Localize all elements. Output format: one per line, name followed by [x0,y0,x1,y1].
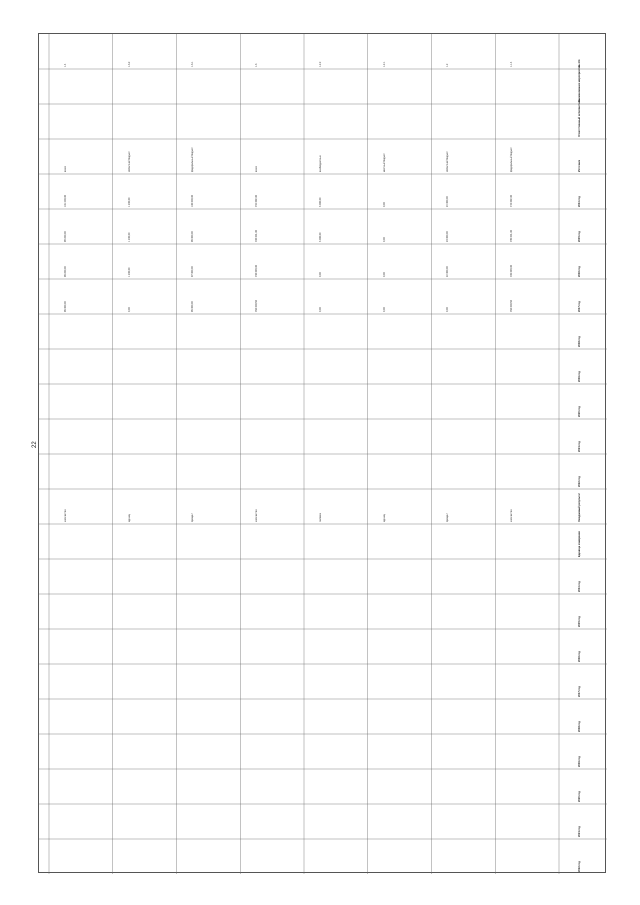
table-cell: 1 200,00 [127,232,131,242]
table-cell: 728 001,00 [255,230,259,242]
table-cell: 1.1.4 [510,61,514,67]
table-cell: всего [255,166,259,172]
table-cell: 1.2.1 [382,61,386,67]
table-cell: 98 000,00 [191,231,195,242]
table-cell: местный бюджет [382,153,386,172]
table-cell: федеральный бюджет [191,147,195,172]
table-cell: 763 000,50 [510,300,514,312]
column-header: 2020 год [578,791,581,802]
column-header: 2022 год [578,476,581,487]
column-header: 2018 год [578,336,581,347]
table-cell: 96 000,00 [63,301,67,312]
table-cell: 1.4 [63,63,67,67]
table-cell: внебюджетные [318,155,322,172]
column-header: 2021 год [578,826,581,837]
table-cell: 0,00 [382,237,386,242]
table-cell: 24 000,00 [446,196,450,207]
column-header: 2018 год [578,721,581,732]
table-cell: 0,00 [382,307,386,312]
table-cell: 726 090,00 [510,265,514,277]
table-area [39,34,607,874]
table-cell: 705 001,00 [510,230,514,242]
page-number: 22 [32,441,38,448]
table-cell: 742 092,00 [255,195,259,207]
column-header: Ожидаемый результат [578,492,581,522]
table-cell: 99 200,00 [63,231,67,242]
table-cell: процент [191,512,195,522]
data-table [38,33,606,873]
table-cell: 763 000,50 [255,300,259,312]
table-cell: 0,00 [127,307,131,312]
table-cell: 1.2.2 [318,61,322,67]
table-cell: 1.3.1 [191,61,195,67]
table-cell: 1 200,00 [127,197,131,207]
column-header: 2016 год [578,651,581,662]
column-header: Наименование мероприятия [578,65,581,102]
table-cell: процент [446,512,450,522]
table-cell: 1.3.2 [127,61,131,67]
table-cell: 0,00 [318,307,322,312]
table-cell: всего [63,166,67,172]
column-header: 2022 год [578,861,581,872]
table-cell: 715 092,00 [510,195,514,207]
table-cell: 1.2 [446,63,450,67]
table-cell: единиц [127,513,131,522]
table-cell: 97 000,00 [191,266,195,277]
column-header: 2017 год [578,301,581,312]
column-header: Ответственный исполнитель [578,99,581,137]
table-cell: 0,00 [446,307,450,312]
table-cell: 100 000,00 [191,195,195,207]
column-header: 2017 год [578,686,581,697]
table-cell: единиц [382,513,386,522]
table-cell: 748 090,00 [255,265,259,277]
table-cell: федеральный бюджет [510,147,514,172]
column-header: Единица измерения [578,531,581,557]
column-header: Источник [578,159,581,172]
column-header: № п/п [578,59,581,67]
table-cell: 1 200,00 [127,267,131,277]
column-header: 2019 год [578,371,581,382]
column-header: 2019 год [578,756,581,767]
column-header: 2014 год [578,581,581,592]
table-cell: областной бюджет [446,151,450,172]
column-header: 2014 год [578,196,581,207]
column-header: 2015 год [578,616,581,627]
table-cell: количество [63,509,67,522]
table-cell: 0,00 [382,272,386,277]
table-cell: областной бюджет [127,151,131,172]
table-cell: 101 200,00 [63,195,67,207]
column-header: 2015 год [578,231,581,242]
column-header: 2016 год [578,266,581,277]
table-cell: 3 000,00 [318,197,322,207]
table-cell: 22 000,00 [446,266,450,277]
table-cell: 96 000,00 [191,301,195,312]
table-cell: человек [318,513,322,522]
table-cell: 0,00 [382,202,386,207]
table-cell: количество [255,509,259,522]
table-cell: 3 000,00 [318,232,322,242]
column-header: 2021 год [578,441,581,452]
table-cell: 1.3 [255,63,259,67]
column-header: 2020 год [578,406,581,417]
table-cell: 98 200,00 [63,266,67,277]
table-grid [39,34,607,874]
table-cell: количество [510,509,514,522]
table-cell: 0,00 [318,272,322,277]
table-cell: 20 000,00 [446,231,450,242]
